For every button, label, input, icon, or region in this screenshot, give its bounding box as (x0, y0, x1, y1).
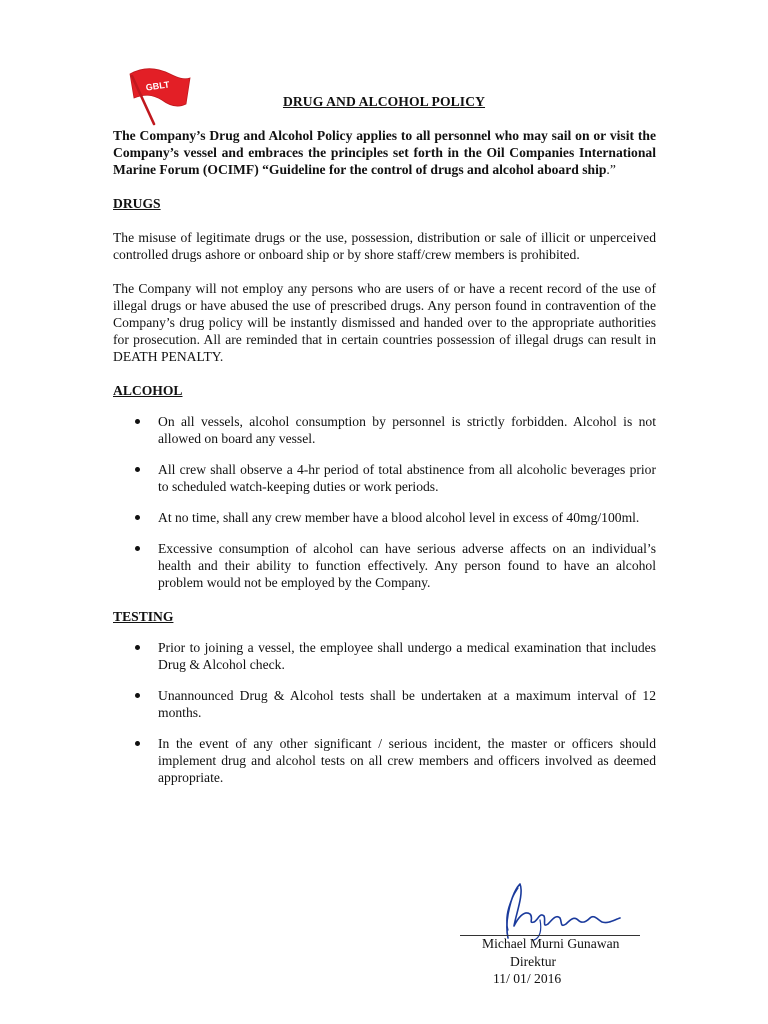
signatory-name: Michael Murni Gunawan (482, 936, 620, 951)
bullet-icon (135, 741, 140, 746)
bullet-icon (135, 645, 140, 650)
intro-paragraph (113, 127, 656, 178)
list-item (113, 461, 656, 495)
alcohol-list (113, 413, 656, 591)
policy-content (113, 127, 656, 786)
logo-text: GBLT (145, 79, 171, 93)
handwritten-signature (490, 880, 640, 942)
bullet-icon (135, 467, 140, 472)
list-item (113, 413, 656, 447)
page-title: DRUG AND ALCOHOL POLICY (282, 94, 486, 109)
intro-tail: .” (606, 162, 616, 177)
testing-list (113, 639, 656, 786)
list-item (113, 735, 656, 786)
bullet-icon (135, 546, 140, 551)
bullet-icon (135, 693, 140, 698)
bullet-icon (135, 419, 140, 424)
list-item-text: Excessive consumption of alcohol can have serious adverse affects on an individual’s health and their ability to function effectively. Any person found to have an alcohol problem would not be employed by the Company. (158, 541, 656, 590)
signatory-position: Direktur (510, 954, 557, 969)
drugs-paragraph-2: The Company will not employ any persons who are users of or have a recent record of the use of illegal drugs or have abused the use of prescribed drugs. Any person found in contravention of the Company’s drug policy will be instantly dismissed and handed over to the appropriate authorities for prosecution. All are reminded that in certain countries possession of illegal drugs can result in DEATH PENALTY. (113, 281, 656, 364)
drugs-paragraph-1: The misuse of legitimate drugs or the use, possession, distribution or sale of illicit or unperceived controlled drugs ashore or onboard ship or by shore staff/crew members is prohibited. (113, 230, 656, 262)
list-item (113, 540, 656, 591)
list-item-text: Unannounced Drug & Alcohol tests shall be undertaken at a maximum interval of 12 months. (158, 688, 656, 720)
signature-block (460, 880, 660, 1000)
list-item (113, 509, 656, 526)
list-item (113, 639, 656, 673)
list-item-text: Prior to joining a vessel, the employee shall undergo a medical examination that includes Drug & Alcohol check. (158, 640, 656, 672)
bullet-icon (135, 515, 140, 520)
alcohol-heading: ALCOHOL (113, 383, 183, 398)
intro-text: The Company’s Drug and Alcohol Policy applies to all personnel who may sail on or visit the Company’s vessel and embraces the principles set forth in the Oil Companies International Marine Forum (OCIMF) “Guideline for the control of drugs and alcohol aboard ship (113, 128, 656, 177)
list-item-text: In the event of any other significant / serious incident, the master or officers should implement drug and alcohol tests on all crew members and officers involved as deemed appropriate. (158, 736, 656, 785)
list-item-text: At no time, shall any crew member have a blood alcohol level in excess of 40mg/100ml. (158, 510, 640, 525)
signature-date: 11/ 01/ 2016 (493, 971, 562, 986)
testing-heading: TESTING (113, 609, 174, 624)
list-item-text: On all vessels, alcohol consumption by personnel is strictly forbidden. Alcohol is not allowed on board any vessel. (158, 414, 656, 446)
list-item (113, 687, 656, 721)
drugs-heading: DRUGS (113, 196, 161, 211)
list-item-text: All crew shall observe a 4-hr period of total abstinence from all alcoholic beverages prior to scheduled watch-keeping duties or work periods. (158, 462, 656, 494)
